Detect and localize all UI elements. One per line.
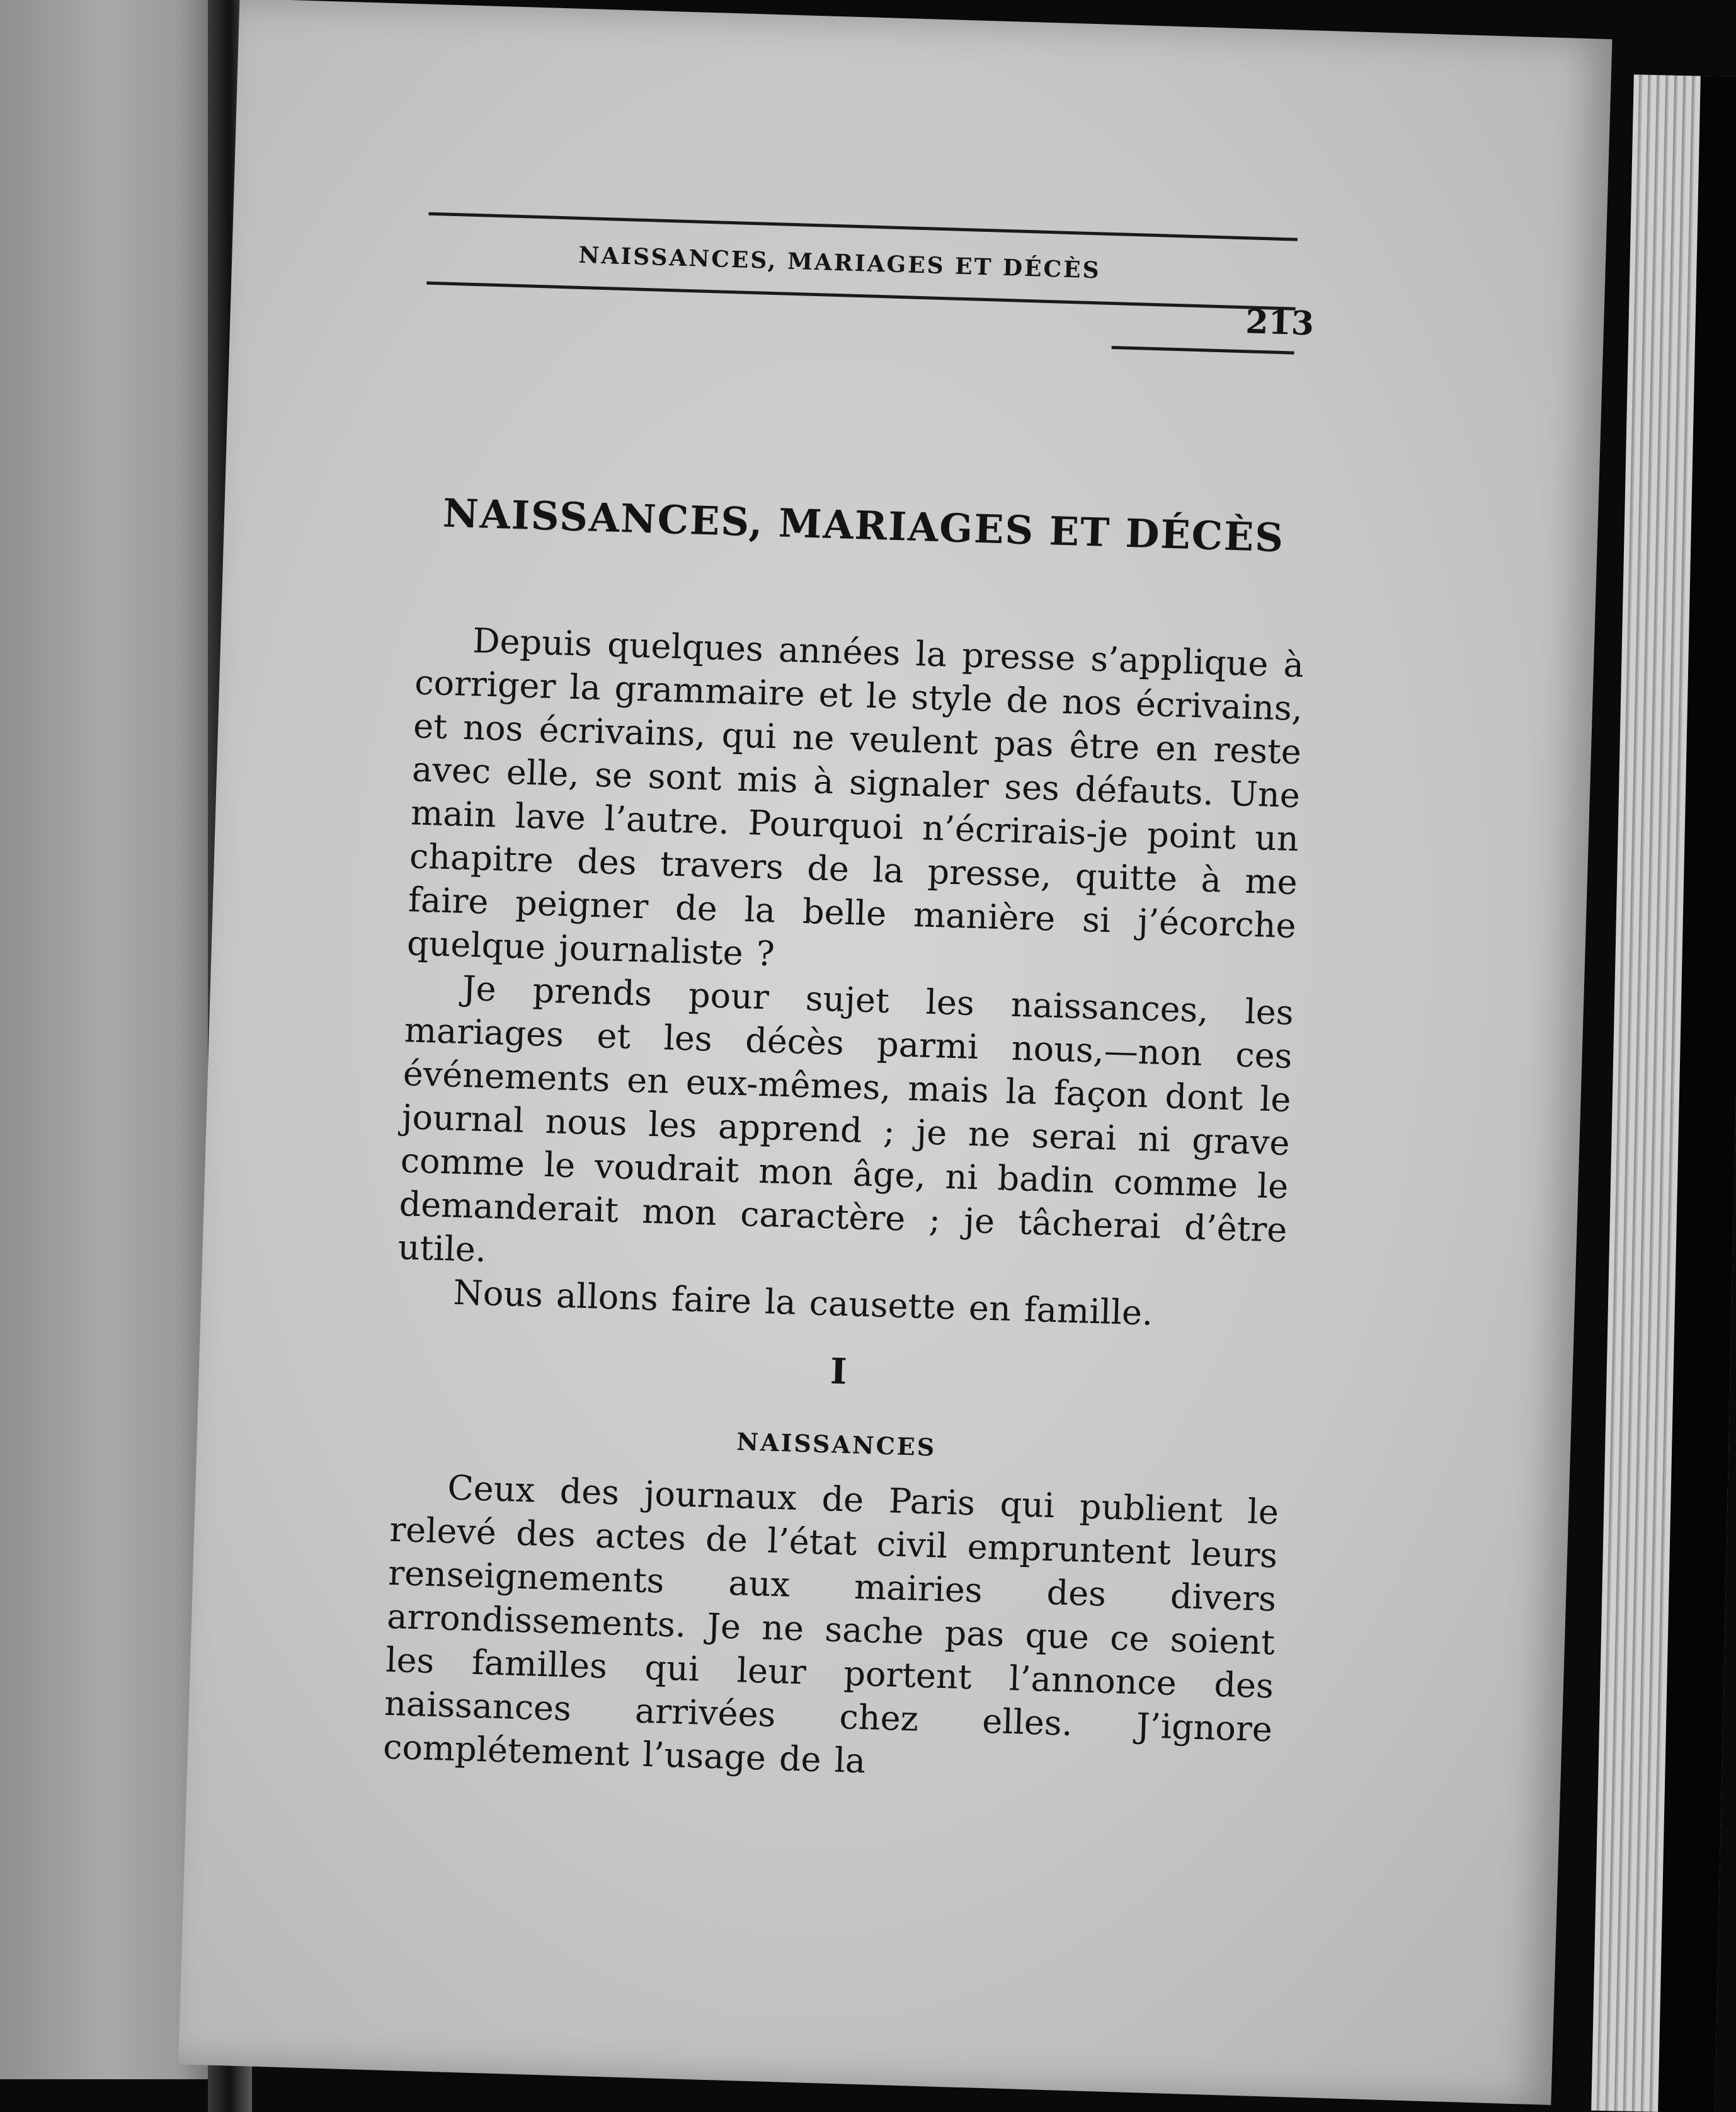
header-rule-bottom [1112,346,1294,355]
paragraph-3: Nous allons faire la causette en famille. [452,1272,1154,1333]
page-content [382,212,1316,1795]
header-rule-middle [426,282,1296,311]
page-number: 213 [1245,302,1315,343]
section-number: I [830,1350,848,1393]
chapter-title: NAISSANCES, MARIAGES ET DÉCÈS [442,490,1286,561]
section-title: NAISSANCES [736,1427,937,1462]
chapter-body [382,617,1305,1794]
header-rule-top [428,212,1298,241]
running-head-title: NAISSANCES, MARIAGES ET DÉCÈS [578,241,1102,284]
section-paragraph: Ceux des journaux de Paris qui publient le relevé des actes de l’état civil empruntent leurs renseignements aux mairies des divers arrondissements. Je ne sache pas que ce soient les familles qui leur portent l’annonce des naissances arrivées chez elles. J’ignore complétement l’usage de la [382,1467,1279,1781]
page-edges [1591,74,1736,2112]
paragraph-1: Depuis quelques années la presse s’applique à corriger la grammaire et le style de nos écrivains, et nos écrivains, qui ne veulent pas être en reste avec elle, se sont mis à signaler ses défauts. Une main lave l’autre. Pourquoi n’écrirais-je point un chapitre des travers de la presse, quitte à me faire peigner de la belle manière si j’écorche quelque journaliste ? [406,621,1305,974]
running-head [426,212,1316,343]
book-page [178,0,1612,2105]
paragraph-2: Je prends pour sujet les naissances, les mariages et les décès parmi nous,—non ces événements en eux-mêmes, mais la façon dont le journal nous les apprend ; je ne serai ni grave comme le voudrait mon âge, ni badin comme le demanderait mon caractère ; je tâcherai d’être utile. [397,968,1294,1270]
